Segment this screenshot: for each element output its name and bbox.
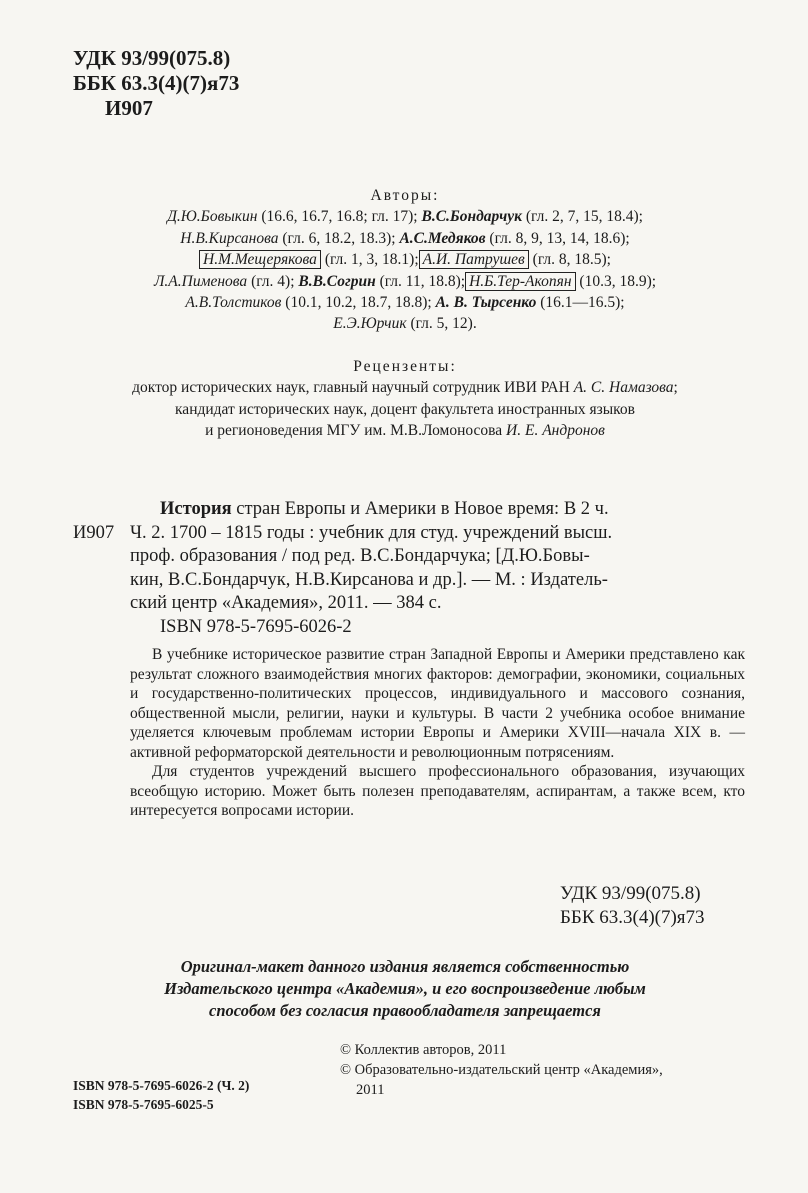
authors-line-2 xyxy=(60,228,750,249)
catalog-entry xyxy=(73,498,753,640)
reviewer-title: доктор исторических наук, главный научный сотрудник ИВИ РАН xyxy=(132,379,574,397)
author-name-boxed: Н.М.Мещерякова xyxy=(199,250,321,269)
authors-line-4 xyxy=(60,271,750,292)
udk-code: УДК 93/99(075.8) xyxy=(73,46,231,70)
notice-line-2: Издательского центра «Академия», и его воспроизведение любым xyxy=(164,979,646,998)
reviewer-name: А. С. Намазова xyxy=(573,379,674,397)
copyright-publisher: © Образовательно-издательский центр «Академия», xyxy=(340,1062,663,1078)
author-chapters: (гл. 1, 3, 18.1); xyxy=(320,251,419,269)
reviewers-heading: Рецензенты: xyxy=(353,358,457,375)
author-chapters: (гл. 6, 18.2, 18.3); xyxy=(278,229,400,247)
udk-code: УДК 93/99(075.8) xyxy=(560,883,701,904)
authors-block xyxy=(60,185,750,335)
catalog-line-5: ский центр «Академия», 2011. — 384 с. xyxy=(130,593,442,614)
annotation xyxy=(130,645,745,821)
author-chapters: (16.6, 16.7, 16.8; гл. 17); xyxy=(257,208,422,226)
bbk-code: ББК 63.3(4)(7)я73 xyxy=(73,71,240,95)
reviewer-line-3 xyxy=(60,420,750,441)
bbk-code: ББК 63.3(4)(7)я73 xyxy=(560,907,705,928)
reviewer-line-2: кандидат исторических наук, доцент факультета иностранных языков xyxy=(175,400,635,418)
author-name: В.В.Согрин xyxy=(298,272,376,290)
authors-line-6 xyxy=(60,313,750,334)
authors-line-1 xyxy=(60,206,750,227)
catalog-text: Ч. 2. 1700 – 1815 годы : учебник для студ. учреждений высш. xyxy=(130,522,613,543)
isbn-part-2: ISBN 978-5-7695-6026-2 (Ч. 2) xyxy=(73,1078,250,1093)
author-chapters: (гл. 2, 7, 15, 18.4); xyxy=(521,208,643,226)
author-name: А.В.Толстиков xyxy=(185,294,282,312)
copyright-authors: © Коллектив авторов, 2011 xyxy=(340,1042,507,1058)
top-classification-codes xyxy=(73,46,239,121)
notice-line-3: способом без согласия правообладателя запрещается xyxy=(209,1001,601,1020)
isbn-block xyxy=(73,1076,249,1114)
author-name: Л.А.Пименова xyxy=(153,272,248,290)
author-chapters: (гл. 8, 18.5); xyxy=(528,251,611,269)
author-chapters: (гл. 8, 9, 13, 14, 18.6); xyxy=(485,229,630,247)
author-chapters: (гл. 5, 12). xyxy=(406,315,477,333)
author-name: Е.Э.Юрчик xyxy=(333,315,407,333)
author-name-boxed: А.И. Патрушев xyxy=(419,250,529,269)
author-name-boxed: Н.Б.Тер-Акопян xyxy=(465,272,575,291)
author-cipher: И907 xyxy=(105,96,153,120)
annotation-paragraph-1: В учебнике историческое развитие стран Западной Европы и Америки представлено как результат сложного взаимодействия многих факторов: демографии, экономики, социальных и государственно-политических процессов, индивидуального и массового сознания, общественной мысли, религии, науки и культуры. В части 2 учебника особое внимание уделяется ключевым проблемам истории Европы и Америки XVIII—начала XIX в. — активной реформаторской деятельности и революционным потрясениям. xyxy=(130,646,745,761)
reviewer-title: и регионоведения МГУ им. М.В.Ломоносова xyxy=(205,422,507,440)
catalog-line-2 xyxy=(73,522,753,546)
copyright-year: 2011 xyxy=(356,1082,385,1098)
annotation-paragraph-2: Для студентов учреждений высшего профессионального образования, изучающих всеобщую историю. Может быть полезен преподавателям, аспирантам, а также всем, кто интересуется вопросами истории. xyxy=(130,763,745,819)
author-name: В.С.Бондарчук xyxy=(421,208,522,226)
bottom-classification-codes xyxy=(560,882,705,930)
author-chapters: (16.1—16.5); xyxy=(536,294,625,312)
reviewer-name: И. Е. Андронов xyxy=(506,422,605,440)
reviewers-block xyxy=(60,356,750,442)
authors-line-5 xyxy=(60,292,750,313)
catalog-cipher: И907 xyxy=(73,522,115,543)
reproduction-notice xyxy=(60,956,750,1022)
author-name: А.С.Медяков xyxy=(399,229,486,247)
catalog-line-4: кин, В.С.Бондарчук, Н.В.Кирсанова и др.]. — М. : Издатель- xyxy=(130,569,608,590)
author-chapters: (10.3, 18.9); xyxy=(575,272,657,290)
reviewer-line-1 xyxy=(60,377,750,398)
catalog-line-1 xyxy=(73,498,753,522)
author-name: А. В. Тырсенко xyxy=(435,294,537,312)
author-name: Н.В.Кирсанова xyxy=(180,229,279,247)
author-chapters: (гл. 11, 18.8); xyxy=(375,272,466,290)
catalog-isbn: ISBN 978-5-7695-6026-2 xyxy=(160,616,352,637)
notice-line-1: Оригинал-макет данного издания является собственностью xyxy=(180,957,630,976)
catalog-title-rest: стран Европы и Америки в Новое время: В 2 ч. xyxy=(231,499,609,519)
author-chapters: (10.1, 10.2, 18.7, 18.8); xyxy=(281,294,436,312)
copyright-block xyxy=(340,1040,663,1100)
catalog-title: История xyxy=(160,499,232,519)
author-name: Д.Ю.Бовыкин xyxy=(167,208,258,226)
authors-line-3 xyxy=(60,249,750,270)
isbn-set: ISBN 978-5-7695-6025-5 xyxy=(73,1097,214,1112)
author-chapters: (гл. 4); xyxy=(247,272,299,290)
authors-heading: Авторы: xyxy=(370,187,440,204)
catalog-line-3: проф. образования / под ред. В.С.Бондарчука; [Д.Ю.Бовы- xyxy=(130,546,590,567)
reviewer-separator: ; xyxy=(673,379,678,397)
